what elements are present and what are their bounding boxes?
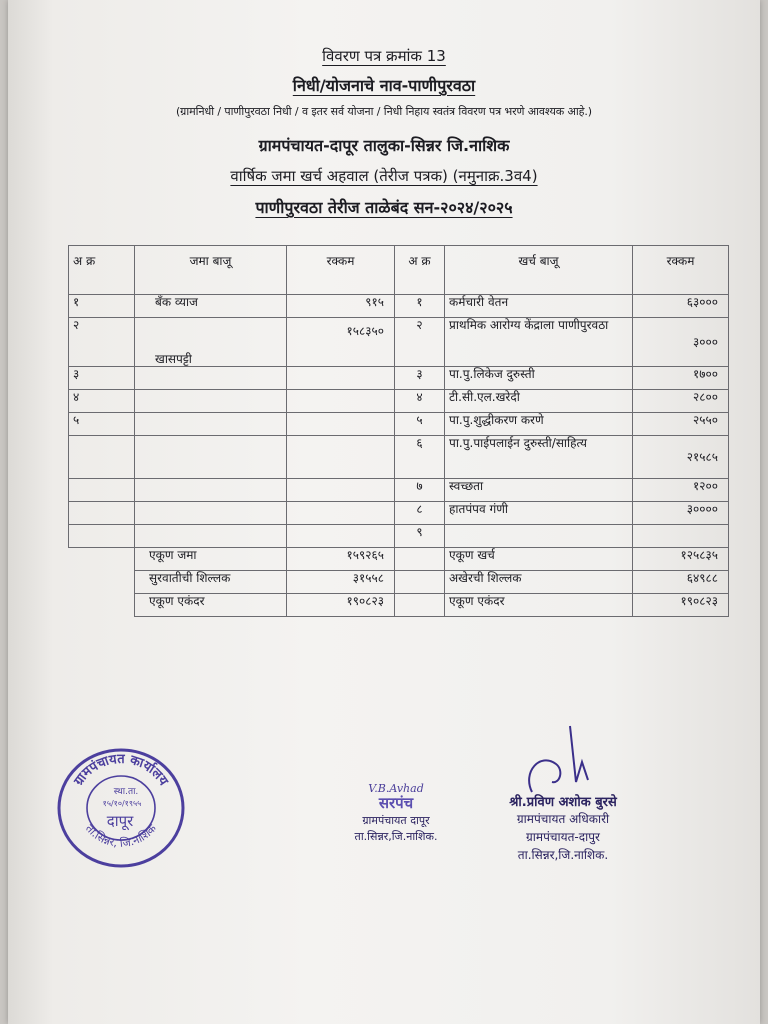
income-amount-cell (287, 367, 395, 390)
header-income-side: जमा बाजू (135, 246, 287, 295)
income-amount-cell (287, 390, 395, 413)
table-row (69, 525, 729, 548)
income-item-cell (135, 390, 287, 413)
officer-title: ग्रामपंचायत अधिकारी (516, 812, 610, 826)
income-total-amount: १५९२६५ (287, 548, 395, 571)
statement-number: विवरण पत्र क्रमांक 13 (322, 47, 446, 65)
header-amount-income: रक्कम (287, 246, 395, 295)
sarpanch-office: ग्रामपंचायत दापूर (362, 814, 430, 827)
sr-expense-cell: ६ (395, 436, 445, 479)
svg-text:१५/१०/१९५५: १५/१०/१९५५ (102, 799, 142, 808)
report-title: वार्षिक जमा खर्च अहवाल (तेरीज पत्रक) (नमुनाक्र.3व4) (230, 167, 538, 185)
expense-amount-cell: २५५० (633, 413, 729, 436)
table-row (69, 367, 729, 390)
sr-expense-cell: २ (395, 318, 445, 367)
expense-amount-cell: १७०० (633, 367, 729, 390)
blank-cell (395, 548, 445, 571)
blank-cell (69, 594, 135, 617)
sr-expense-cell: ९ (395, 525, 445, 548)
svg-text:ता.सिन्नर, जि.नाशिक: ता.सिन्नर, जि.नाशिक (82, 821, 160, 850)
expense-item-cell: पा.पु.लिकेज दुरुस्ती (445, 367, 633, 390)
income-item-cell (135, 367, 287, 390)
officer-signature-block (478, 792, 648, 864)
header-amount-expense: रक्कम (633, 246, 729, 295)
blank-cell (395, 594, 445, 617)
income-item-cell (135, 436, 287, 479)
table-row (69, 295, 729, 318)
sr-income-cell (69, 502, 135, 525)
expense-total-label: एकूण एकंदर (445, 594, 633, 617)
svg-text:दापूर: दापूर (106, 812, 134, 830)
income-item-cell (135, 413, 287, 436)
officer-signature-scribble (520, 722, 600, 802)
expense-item-cell: प्राथमिक आरोग्य केंद्राला पाणीपुरवठा (445, 318, 633, 367)
scheme-name: निधी/योजनाचे नाव-पाणीपुरवठा (292, 76, 476, 95)
total-row (69, 594, 729, 617)
expense-total-amount: ६४९८८ (633, 571, 729, 594)
expense-amount-cell: ३०००० (633, 502, 729, 525)
expense-item-cell: हातपंपव गंणी (445, 502, 633, 525)
expense-amount-cell: १२०० (633, 479, 729, 502)
blank-cell (69, 571, 135, 594)
income-total-label: एकूण एकंदर (135, 594, 287, 617)
sarpanch-location: ता.सिन्नर,जि.नाशिक. (354, 830, 438, 843)
header-sr-income: अ क्र (69, 246, 135, 295)
total-row (69, 571, 729, 594)
sr-expense-cell: ५ (395, 413, 445, 436)
expense-item-cell: पा.पु.पाईपलाईन दुरुस्ती/साहित्य (445, 436, 633, 479)
sr-expense-cell: ८ (395, 502, 445, 525)
expense-total-label: अखेरची शिल्लक (445, 571, 633, 594)
income-item-cell (135, 502, 287, 525)
header-sr-expense: अ क्र (395, 246, 445, 295)
income-total-label: एकूण जमा (135, 548, 287, 571)
sr-income-cell: ५ (69, 413, 135, 436)
expense-item-cell (445, 525, 633, 548)
sr-income-cell (69, 479, 135, 502)
expense-total-label: एकूण खर्च (445, 548, 633, 571)
table-header-row (69, 246, 729, 295)
income-amount-cell: १५८३५० (287, 318, 395, 367)
expense-total-amount: १९०८२३ (633, 594, 729, 617)
office-name: ग्रामपंचायत-दापूर तालुका-सिन्नर जि.नाशिक (258, 136, 510, 155)
expense-amount-cell: ३००० (633, 318, 729, 367)
expense-amount-cell: ६३००० (633, 295, 729, 318)
svg-text:स्था.ता.: स्था.ता. (113, 787, 139, 797)
expense-item-cell: टी.सी.एल.खरेदी (445, 390, 633, 413)
income-amount-cell: ९१५ (287, 295, 395, 318)
table-row (69, 390, 729, 413)
table-row (69, 479, 729, 502)
sarpanch-signature: V.B.Avhad (368, 782, 424, 795)
sr-income-cell: ३ (69, 367, 135, 390)
expense-total-amount: १२५८३५ (633, 548, 729, 571)
table-row (69, 413, 729, 436)
officer-office: ग्रामपंचायत-दापुर (526, 830, 600, 844)
income-amount-cell (287, 413, 395, 436)
total-row (69, 548, 729, 571)
sr-expense-cell: १ (395, 295, 445, 318)
sarpanch-title: सरपंच (378, 794, 414, 812)
income-item-cell (135, 479, 287, 502)
sarpanch-signature-block (336, 782, 456, 845)
expense-amount-cell (633, 525, 729, 548)
income-total-amount: ३१५५८ (287, 571, 395, 594)
svg-text:ग्रामपंचायत कार्यालय: ग्रामपंचायत कार्यालय (71, 751, 171, 789)
expense-item-cell: पा.पु.शुद्धीकरण करणे (445, 413, 633, 436)
expense-amount-cell: २१५८५ (633, 436, 729, 479)
sr-income-cell: ४ (69, 390, 135, 413)
header-expense-side: खर्च बाजू (445, 246, 633, 295)
expense-item-cell: स्वच्छता (445, 479, 633, 502)
income-item-cell (135, 525, 287, 548)
expense-amount-cell: २८०० (633, 390, 729, 413)
sr-income-cell (69, 525, 135, 548)
balance-title: पाणीपुरवठा तेरीज ताळेबंद सन-२०२४/२०२५ (255, 198, 513, 217)
sr-expense-cell: ७ (395, 479, 445, 502)
sr-expense-cell: ४ (395, 390, 445, 413)
officer-location: ता.सिन्नर,जि.नाशिक. (517, 848, 609, 862)
income-total-label: सुरवातीची शिल्लक (135, 571, 287, 594)
income-amount-cell (287, 502, 395, 525)
table-row (69, 436, 729, 479)
sr-income-cell: २ (69, 318, 135, 367)
income-item-cell: बँक व्याज (135, 295, 287, 318)
expense-item-cell: कर्मचारी वेतन (445, 295, 633, 318)
blank-cell (69, 548, 135, 571)
instruction-note: (ग्रामनिधी / पाणीपुरवठा निधी / व इतर सर्व योजना / निधी निहाय स्वतंत्र विवरण पत्र भरणे आवश्यक आहे.) (175, 105, 592, 118)
sr-expense-cell: ३ (395, 367, 445, 390)
income-amount-cell (287, 479, 395, 502)
sr-income-cell: १ (69, 295, 135, 318)
blank-cell (395, 571, 445, 594)
ledger-table (68, 245, 729, 617)
table-row (69, 318, 729, 367)
income-total-amount: १९०८२३ (287, 594, 395, 617)
income-amount-cell (287, 525, 395, 548)
income-item-cell: खासपट्टी (135, 318, 287, 367)
income-amount-cell (287, 436, 395, 479)
office-seal-stamp (56, 746, 186, 868)
officer-name: श्री.प्रविण अशोक बुरसे (509, 795, 617, 810)
sr-income-cell (69, 436, 135, 479)
table-row (69, 502, 729, 525)
